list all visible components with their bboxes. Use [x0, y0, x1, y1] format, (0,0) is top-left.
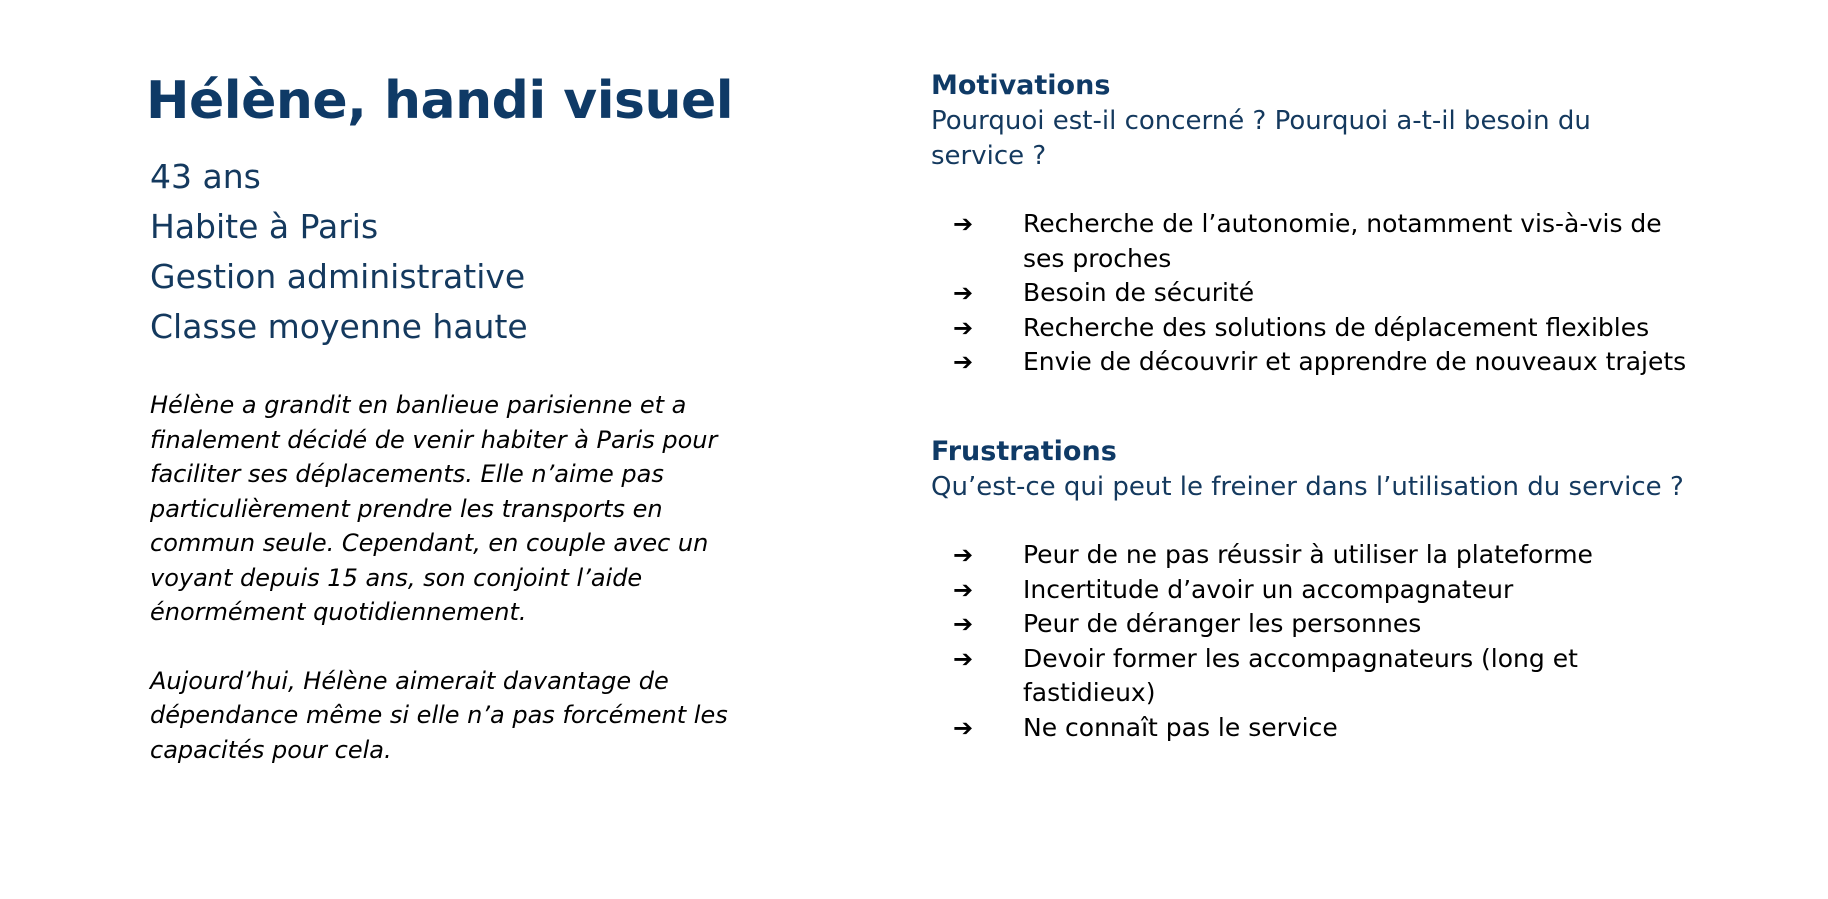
- persona-bio: [150, 388, 770, 767]
- frustrations-question: Qu’est-ce qui peut le freiner dans l’utilisation du service ?: [931, 471, 1684, 502]
- persona-title: Hélène, handi visuel: [146, 71, 734, 131]
- motivations-section: [931, 68, 1691, 380]
- frustrations-list: [931, 538, 1691, 745]
- arrow-right-icon: ➔: [953, 644, 974, 673]
- arrow-right-icon: ➔: [953, 610, 974, 638]
- arrow-right-icon: ➔: [953, 313, 974, 342]
- arrow-right-icon: ➔: [953, 279, 974, 307]
- list-item: [931, 276, 1691, 311]
- motivations-list: [931, 207, 1691, 380]
- list-item: [931, 573, 1691, 608]
- list-item: [931, 311, 1691, 346]
- list-item-text: Peur de déranger les personnes: [1023, 609, 1422, 638]
- arrow-right-icon: ➔: [953, 713, 974, 742]
- arrow-right-icon: ➔: [953, 541, 974, 569]
- list-item-text: Devoir former les accompagnateurs (long et fastidieux): [1023, 643, 1578, 707]
- arrow-right-icon: ➔: [953, 348, 974, 376]
- fact-social-class: Classe moyenne haute: [150, 307, 528, 346]
- needs-panel: [931, 68, 1691, 745]
- list-item: [931, 207, 1691, 276]
- frustrations-heading: Frustrations: [931, 435, 1117, 467]
- list-item: [931, 642, 1691, 711]
- list-item: [931, 538, 1691, 573]
- list-item-text: Besoin de sécurité: [1023, 278, 1255, 307]
- fact-age: 43 ans: [150, 157, 261, 196]
- bio-paragraph: Aujourd’hui, Hélène aimerait davantage de dépendance même si elle n’a pas forcément les capacités pour cela.: [150, 666, 728, 764]
- list-item: [931, 345, 1691, 380]
- persona-panel: [146, 66, 770, 767]
- motivations-heading: Motivations: [931, 70, 1111, 101]
- arrow-right-icon: ➔: [953, 575, 974, 604]
- fact-location: Habite à Paris: [150, 207, 379, 246]
- persona-facts: [150, 152, 770, 352]
- list-item-text: Recherche de l’autonomie, notamment vis-à-vis de ses proches: [1023, 209, 1662, 273]
- motivations-question: Pourquoi est-il concerné ? Pourquoi a-t-il besoin du service ?: [931, 106, 1591, 171]
- bio-paragraph: Hélène a grandit en banlieue parisienne et a finalement décidé de venir habiter à Paris pour faciliter ses déplacements. Elle n’aime pas particulièrement prendre les transports en commun seule. Cependant, en couple avec un voyant depuis 15 ans, son conjoint l’aide énormément quotidiennement.: [150, 391, 718, 626]
- list-item-text: Envie de découvrir et apprendre de nouveaux trajets: [1023, 347, 1687, 376]
- list-item-text: Incertitude d’avoir un accompagnateur: [1023, 574, 1514, 604]
- list-item-text: Recherche des solutions de déplacement flexibles: [1023, 312, 1650, 342]
- list-item: [931, 607, 1691, 642]
- list-item-text: Peur de ne pas réussir à utiliser la plateforme: [1023, 540, 1593, 569]
- arrow-right-icon: ➔: [953, 210, 974, 238]
- list-item: [931, 711, 1691, 746]
- fact-occupation: Gestion administrative: [150, 257, 526, 296]
- frustrations-section: [931, 434, 1691, 746]
- list-item-text: Ne connaît pas le service: [1023, 712, 1338, 742]
